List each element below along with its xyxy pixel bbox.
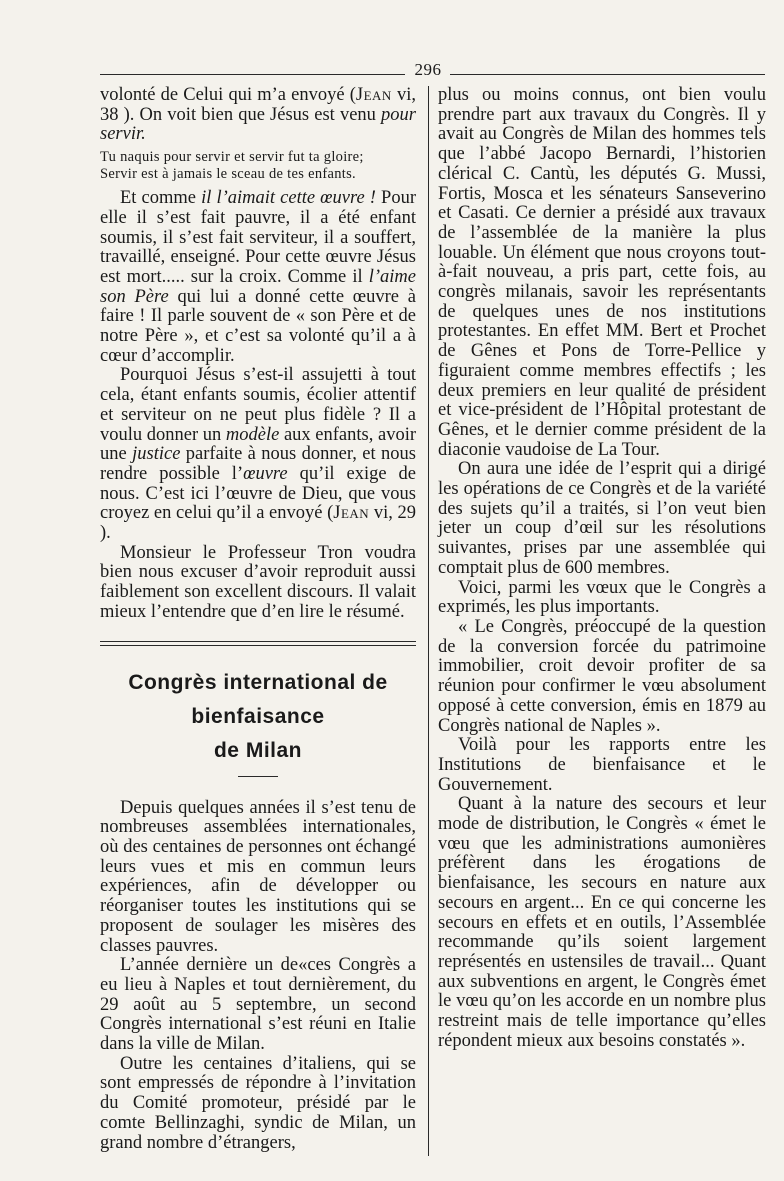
- paragraph: Pourquoi Jésus s’est-il assujetti à tout cela, étant enfants soumis, écolier attentif et serviteur on ne peut plus fidèle ? Il a voulu donner un modèle aux enfants, avoir une justice parfaite à nous donner, et nous rendre possible l’œuvre qu’il exige de nous. C’est ici l’œuvre de Dieu, que vous croyez en celui qu’il a envoyé (Jean vi, 29 ).: [100, 365, 416, 544]
- paragraph: Et comme il l’aimait cette œuvre ! Pour elle il s’est fait pauvre, il a été enfant soumis, il s’est fait serviteur, il a souffert, travaillé, enseigné. Pour cette œuvre Jésus est mort..... sur la croix. Comme il l’aime son Père qui lui a donné cette œuvre à faire ! Il parle souvent de « son Père et de notre Père », et c’est sa volonté qu’il a à cœur d’accomplir.: [100, 188, 416, 366]
- paragraph: Voilà pour les rapports entre les Institutions de bienfaisance et le Gouvernement.: [438, 735, 766, 795]
- quoted-resolution: « Le Congrès, préoccupé de la question de la conversion forcée du patrimoine immobilier, croit devoir profiter de sa réunion pour confirmer le vœu absolument opposé à cette conversion, émis en 1879 au Congrès national de Naples ».: [438, 616, 766, 736]
- paragraph: plus ou moins connus, ont bien voulu prendre part aux travaux du Congrès. Il y avait au Congrès de Milan des hommes tels que l’abbé Jacopo Bernardi, l’historien clérical C. Cantù, les députés G. Mussi, Fortis, Mosca et les sénateurs Sanseverino et Casati. Ce dernier a présidé aux travaux de l’assemblée de la manière la plus louable. Un élément que nous croyons tout-à-fait nouveau, a pris part, cette fois, au congrès milanais, savoir les représentants de quelques unes de nos institutions protestantes. En effet MM. Bert et Prochet de Gênes et Pons de Torre-Pellice y figuraient comme membres effectifs ; les deux premiers en leur qualité de président et vice-président de l’Hôpital protestant de Gênes, et le dernier comme président de la diaconie vaudoise de La Tour.: [438, 85, 766, 460]
- column-divider: [428, 86, 429, 1156]
- verse-line: Servir est à jamais le sceau de tes enfants.: [100, 166, 356, 183]
- paragraph: Monsieur le Professeur Tron voudra bien nous excuser d’avoir reproduit aussi faiblement son excellent discours. Il valait mieux l’entendre que d’en lire le résumé.: [100, 542, 416, 622]
- header-rule-left: [100, 74, 405, 75]
- title-rule: [238, 776, 278, 777]
- paragraph: L’année dernière un de«ces Congrès a eu lieu à Naples et tout dernièrement, du 29 août au 5 septembre, un second Congrès international s’est réuni en Italie dans la ville de Milan.: [100, 955, 416, 1055]
- right-column: [438, 86, 766, 1051]
- paragraph: Quant à la nature des secours et leur mode de distribution, le Congrès « émet le vœu que les administrations aumonières préfèrent dans les érogations de bienfaisance, les secours en nature aux secours en argent... En ce qui concerne les secours en effets et en outils, l’Assemblée recommande qu’ils soient largement représentés en ustensiles de travail... Quant aux subventions en argent, le Congrès émet le vœu qu’on les accorde en un nombre plus restreint mais de telle importance qu’elles répondent mieux aux besoins constatés ».: [438, 794, 766, 1051]
- paragraph: Outre les centaines d’italiens, qui se sont empressés de répondre à l’invitation du Comité promoteur, présidé par le comte Bellinzaghi, syndic de Milan, un grand nombre d’étrangers,: [100, 1053, 416, 1153]
- paragraph: Depuis quelques années il s’est tenu de nombreuses assemblées internationales, où des centaines de personnes ont échangé leurs vues et mis en commun leurs expériences, afin de développer ou réorganiser toutes les institutions qui se proposent de soulager les misères des classes pauvres.: [100, 797, 416, 956]
- paragraph: Voici, parmi les vœux que le Congrès a exprimés, les plus importants.: [438, 577, 766, 618]
- page-number: 296: [414, 60, 442, 79]
- left-column: [100, 86, 416, 1153]
- section-title-line: Congrès international de bienfaisance: [128, 670, 388, 728]
- paragraph: volonté de Celui qui m’a envoyé (Jean vi, 38 ). On voit bien que Jésus est venu pour servir.: [100, 85, 416, 145]
- section-separator: [100, 641, 416, 646]
- section-title-line: de Milan: [213, 738, 302, 762]
- verse-line: Tu naquis pour servir et servir fut ta gloire;: [100, 149, 364, 166]
- paragraph: On aura une idée de l’esprit qui a dirigé les opérations de ce Congrès et de la variété des sujets qu’il a traités, si l’on veut bien jeter un coup d’œil sur les résolutions suivantes, prises par une assemblée qui comptait plus de 600 membres.: [438, 459, 766, 578]
- verse-quote: [100, 149, 416, 183]
- header-rule-right: [450, 74, 765, 75]
- section-title: [100, 666, 416, 768]
